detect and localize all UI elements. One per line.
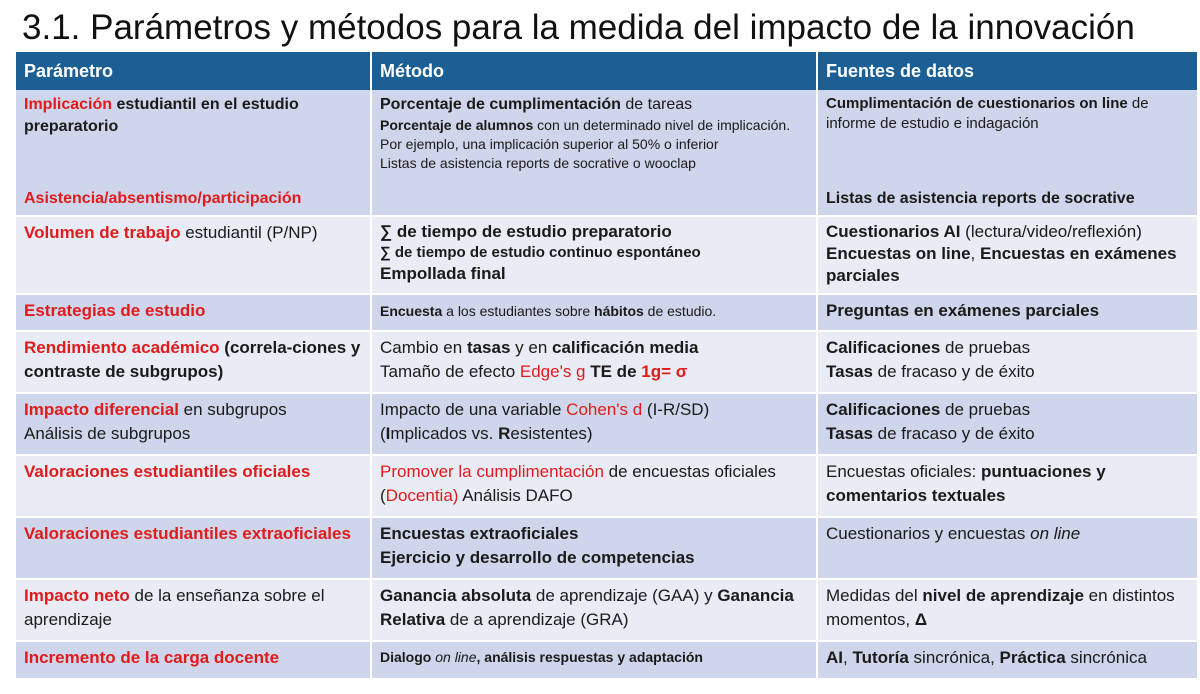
source-cell: Cuestionarios AI (lectura/video/reflexión) Encuestas on line, Encuestas en exámenes parciales xyxy=(817,216,1198,294)
method-cell: Encuestas extraoficiales Ejercicio y desarrollo de competencias xyxy=(371,517,817,579)
header-fuentes: Fuentes de datos xyxy=(817,52,1198,90)
source-cell: Medidas del nivel de aprendizaje en distintos momentos, Δ xyxy=(817,579,1198,641)
method-cell: Porcentaje de cumplimentación de tareas Porcentaje de alumnos con un determinado nivel de implicación. Por ejemplo, una implicación superior al 50% o inferior Listas de asistencia reports de socrative o wooclap xyxy=(371,90,817,216)
method-cell: Ganancia absoluta de aprendizaje (GAA) y Ganancia Relativa de a aprendizaje (GRA) xyxy=(371,579,817,641)
table-row xyxy=(16,579,1198,641)
param-cell: Impacto diferencial en subgrupos Análisis de subgrupos xyxy=(16,393,371,455)
param-cell: Volumen de trabajo estudiantil (P/NP) xyxy=(16,216,371,294)
header-metodo: Método xyxy=(371,52,817,90)
parameters-table xyxy=(16,52,1199,680)
source-cell: Preguntas en exámenes parciales xyxy=(817,294,1198,331)
table-row xyxy=(16,517,1198,579)
method-cell: Dialogo on line, análisis respuestas y adaptación xyxy=(371,641,817,679)
method-cell: Cambio en tasas y en calificación media Tamaño de efecto Edge's g TE de 1g= σ xyxy=(371,331,817,393)
param-cell: Rendimiento académico (correla-ciones y contraste de subgrupos) xyxy=(16,331,371,393)
header-parametro: Parámetro xyxy=(16,52,371,90)
page-title: 3.1. Parámetros y métodos para la medida del impacto de la innovación xyxy=(22,8,1135,47)
method-cell: Impacto de una variable Cohen's d (I-R/SD) (Implicados vs. Resistentes) xyxy=(371,393,817,455)
source-cell: Calificaciones de pruebas Tasas de fracaso y de éxito xyxy=(817,393,1198,455)
table-row xyxy=(16,393,1198,455)
method-cell: Promover la cumplimentación de encuestas oficiales (Docentia) Análisis DAFO xyxy=(371,455,817,517)
table-row xyxy=(16,216,1198,294)
source-cell: Encuestas oficiales: puntuaciones y comentarios textuales xyxy=(817,455,1198,517)
table-row xyxy=(16,90,1198,216)
table-row xyxy=(16,455,1198,517)
table-row xyxy=(16,294,1198,331)
table-row xyxy=(16,641,1198,679)
table-row xyxy=(16,331,1198,393)
source-cell: AI, Tutoría sincrónica, Práctica sincrónica xyxy=(817,641,1198,679)
method-cell: Encuesta a los estudiantes sobre hábitos de estudio. xyxy=(371,294,817,331)
param-cell: Valoraciones estudiantiles oficiales xyxy=(16,455,371,517)
source-cell: Cumplimentación de cuestionarios on line de informe de estudio e indagación Listas de asistencia reports de socrative xyxy=(817,90,1198,216)
param-cell: Incremento de la carga docente xyxy=(16,641,371,679)
param-cell: Valoraciones estudiantiles extraoficiales xyxy=(16,517,371,579)
method-cell: ∑ de tiempo de estudio preparatorio ∑ de tiempo de estudio continuo espontáneo Empollada final xyxy=(371,216,817,294)
param-cell: Estrategias de estudio xyxy=(16,294,371,331)
source-cell: Calificaciones de pruebas Tasas de fracaso y de éxito xyxy=(817,331,1198,393)
param-cell: Implicación estudiantil en el estudio preparatorio Asistencia/absentismo/participación xyxy=(16,90,371,216)
table-header-row xyxy=(16,52,1198,90)
param-cell: Impacto neto de la enseñanza sobre el aprendizaje xyxy=(16,579,371,641)
source-cell: Cuestionarios y encuestas on line xyxy=(817,517,1198,579)
